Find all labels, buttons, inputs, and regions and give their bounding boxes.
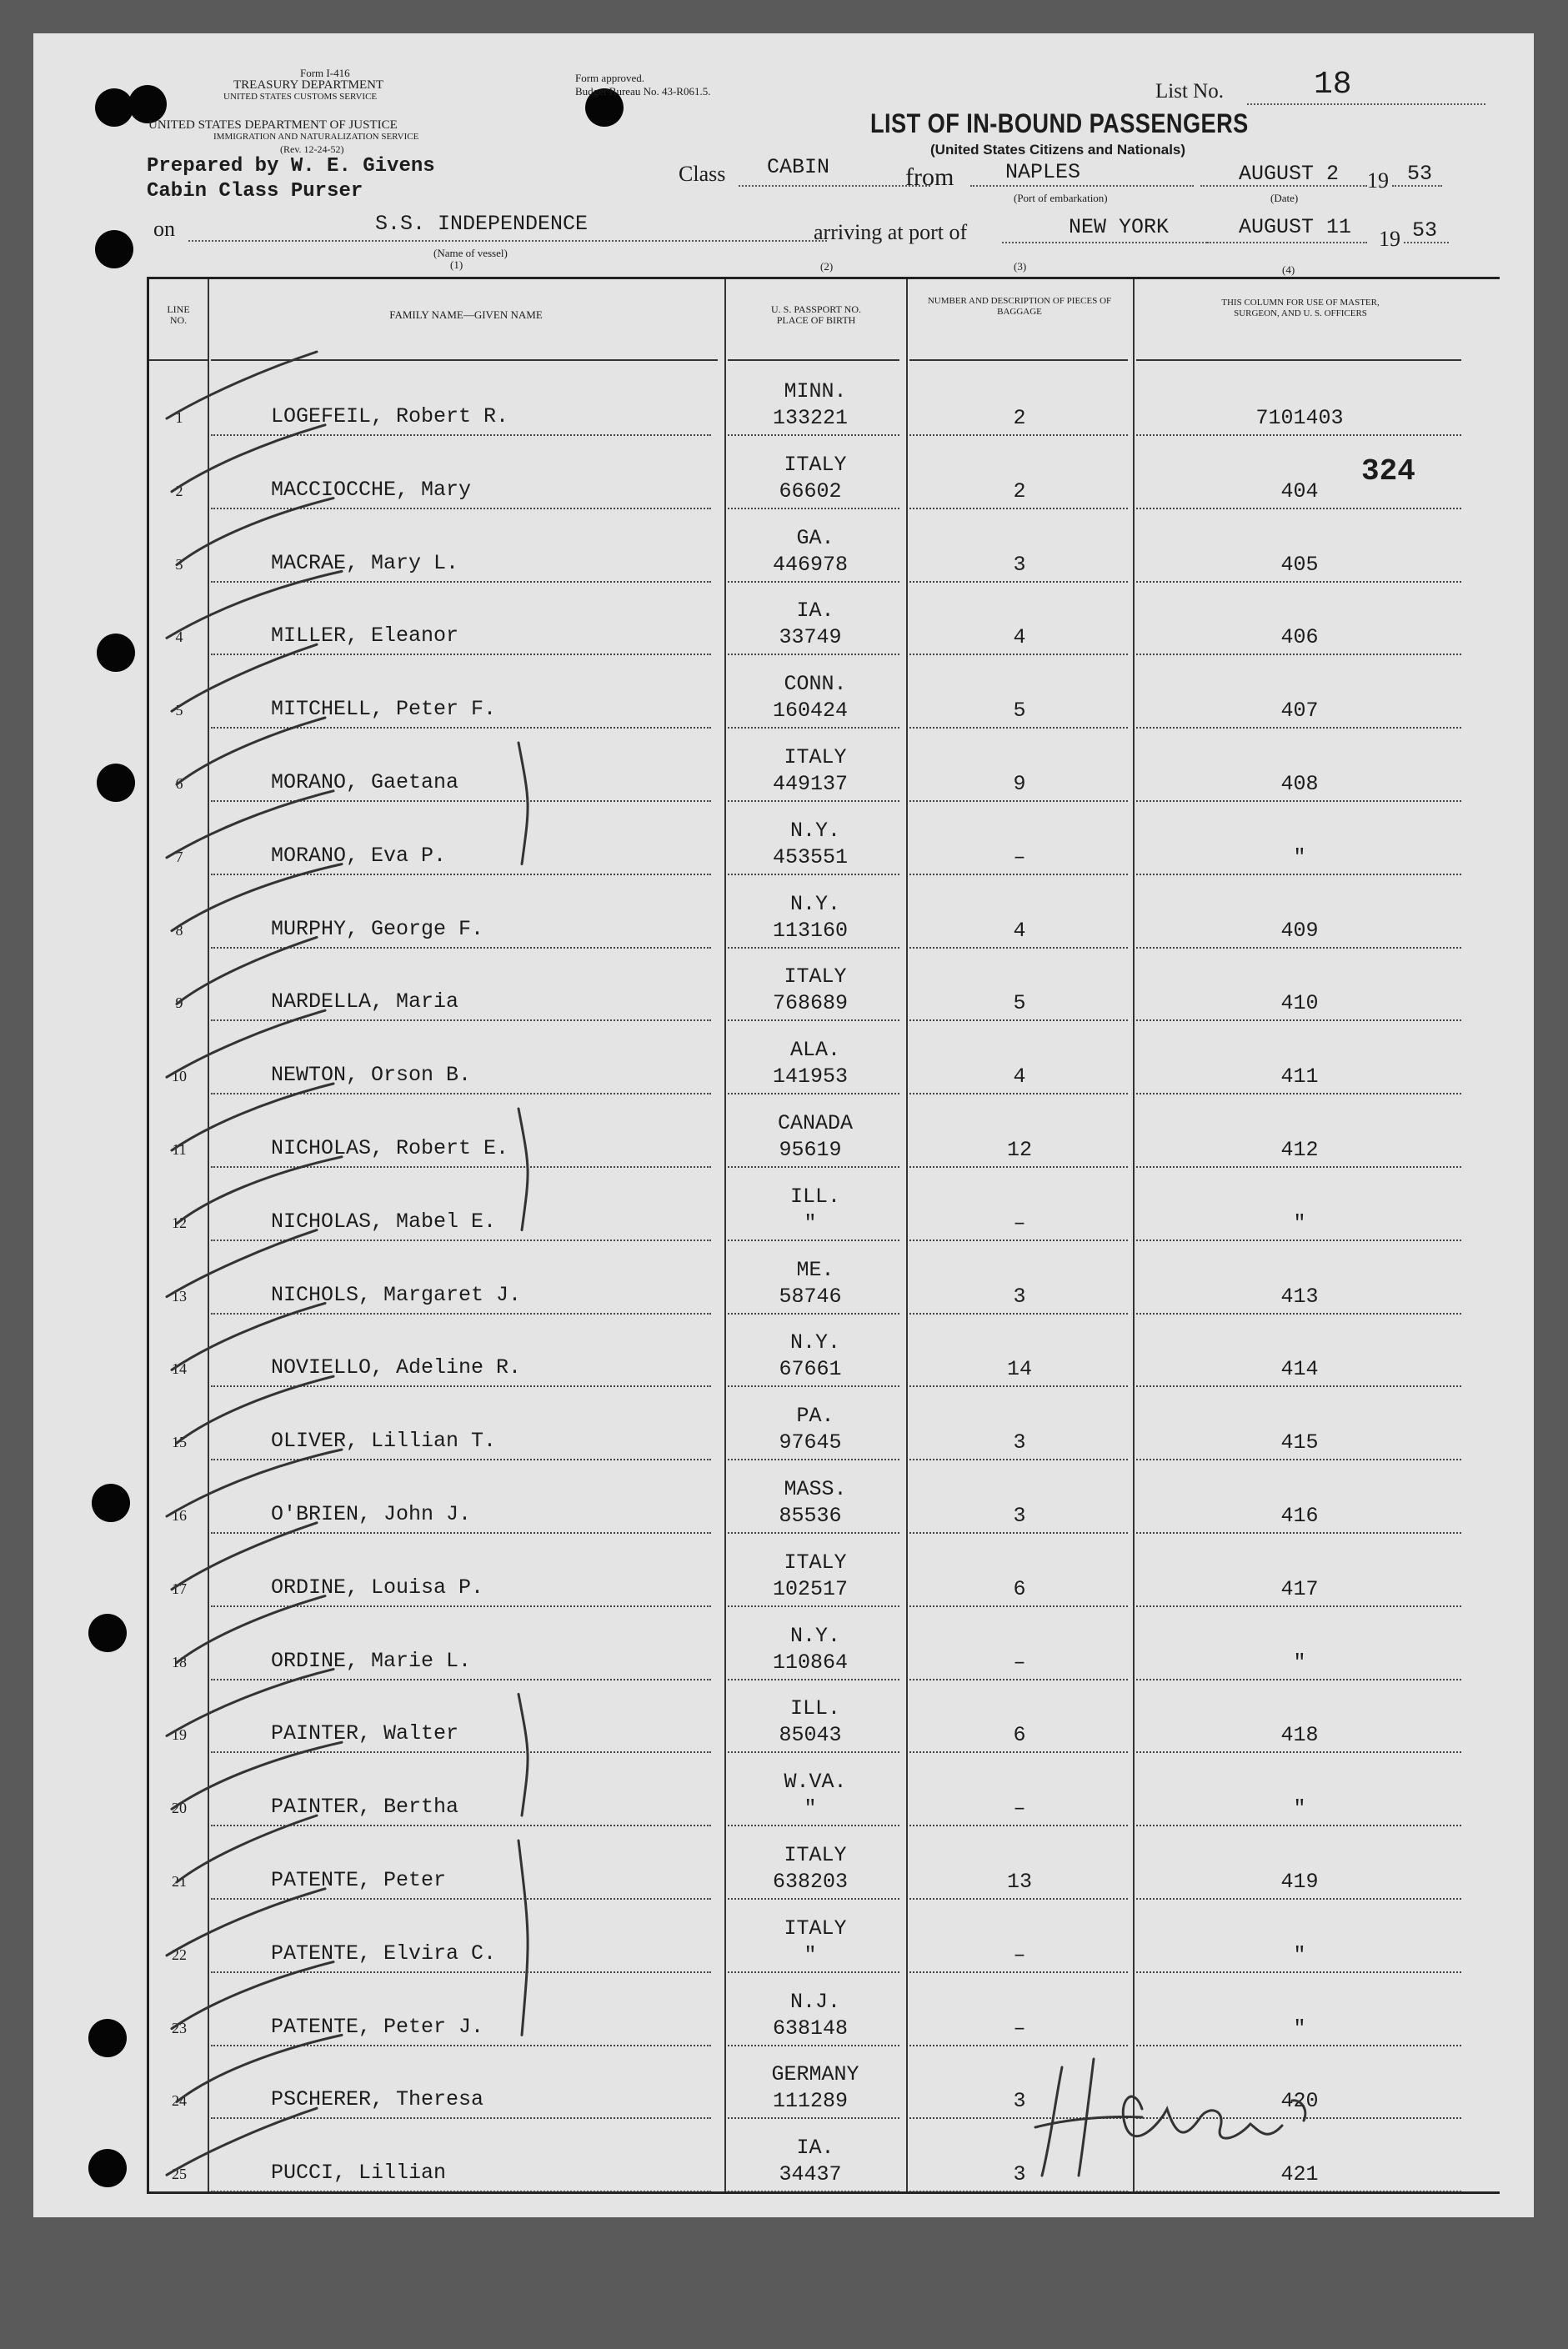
prepared-role: Cabin Class Purser <box>147 180 363 203</box>
list-no-line <box>1247 103 1485 105</box>
place-of-birth: N.Y. <box>789 818 840 843</box>
place-of-birth: GERMANY <box>771 2062 859 2087</box>
officer-note: 324 <box>1361 454 1415 488</box>
place-of-birth: GA. <box>796 525 834 550</box>
baggage-count: 5 <box>1013 991 1026 1016</box>
place-of-birth: ITALY <box>784 745 847 769</box>
table-row <box>149 948 1500 1021</box>
passport-number: 95619 <box>779 1138 842 1162</box>
passport-number: 97645 <box>779 1430 842 1455</box>
column-number-1: (1) <box>450 258 463 271</box>
list-no-label: List No. <box>1155 80 1224 103</box>
baggage-count: 3 <box>1013 2162 1026 2187</box>
passenger-name: O'BRIEN, John J. <box>271 1502 472 1526</box>
table-row <box>149 1900 1500 1973</box>
passenger-name: OLIVER, Lillian T. <box>271 1429 497 1454</box>
passenger-name: PAINTER, Bertha <box>271 1795 459 1820</box>
line-number: 2 <box>175 482 183 499</box>
passenger-name: PSCHERER, Theresa <box>271 2087 484 2112</box>
col-header-name: FAMILY NAME—GIVEN NAME <box>389 308 543 321</box>
place-of-birth: N.Y. <box>789 1623 840 1648</box>
baggage-count: 13 <box>1006 1870 1032 1894</box>
officer-entry: " <box>1293 2016 1306 2041</box>
passport-number: 446978 <box>772 552 848 577</box>
table-row <box>149 1826 1500 1900</box>
officer-entry: 415 <box>1280 1430 1319 1455</box>
baggage-count: – <box>1013 2016 1026 2041</box>
embark-port: NAPLES <box>1005 160 1081 184</box>
officer-entry: 407 <box>1280 699 1319 724</box>
passport-number: 110864 <box>772 1650 848 1675</box>
baggage-count: 3 <box>1013 2089 1026 2114</box>
officer-entry: 410 <box>1280 991 1319 1016</box>
table-row <box>149 436 1500 509</box>
baggage-count: – <box>1013 1650 1026 1675</box>
officer-entry: 416 <box>1280 1504 1319 1528</box>
vessel-caption: (Name of vessel) <box>433 247 508 259</box>
passport-number: 638203 <box>772 1870 848 1894</box>
col-header-baggage: NUMBER AND DESCRIPTION OF PIECES OF BAGGAGE <box>927 296 1112 317</box>
table-row <box>149 1753 1500 1826</box>
row-rule <box>728 2191 899 2192</box>
baggage-count: 2 <box>1013 478 1026 503</box>
table-row <box>149 1021 1500 1094</box>
column-number-4: (4) <box>1282 263 1295 276</box>
officer-entry: 406 <box>1280 625 1319 650</box>
place-of-birth: IA. <box>796 599 834 624</box>
line-number: 9 <box>175 994 183 1012</box>
punch-hole <box>88 2149 127 2187</box>
officer-entry: 414 <box>1280 1357 1319 1382</box>
passport-number: 133221 <box>772 406 848 430</box>
passenger-name: ORDINE, Louisa P. <box>271 1575 484 1600</box>
place-of-birth: N.J. <box>789 1989 840 2014</box>
place-of-birth: PA. <box>796 1404 834 1429</box>
customs-service: UNITED STATES CUSTOMS SERVICE <box>223 92 378 102</box>
officer-entry: 412 <box>1280 1138 1319 1162</box>
baggage-count: – <box>1013 1210 1026 1235</box>
line-number: 23 <box>172 2019 187 2036</box>
baggage-count: 3 <box>1013 552 1026 577</box>
passenger-name: MILLER, Eleanor <box>271 624 459 649</box>
line-number: 12 <box>172 1214 187 1231</box>
place-of-birth: MINN. <box>784 379 847 403</box>
line-number: 19 <box>172 1726 187 1744</box>
from-label: from <box>905 163 954 191</box>
table-row <box>149 875 1500 949</box>
header-rule <box>1136 359 1461 361</box>
arrival-date: AUGUST 11 <box>1239 215 1352 239</box>
baggage-count: 12 <box>1006 1138 1032 1162</box>
class-value: CABIN <box>767 155 830 179</box>
line-number: 25 <box>172 2166 187 2183</box>
passenger-name: PATENTE, Peter <box>271 1868 447 1892</box>
passenger-name: NICHOLAS, Robert E. <box>271 1136 509 1160</box>
punch-hole <box>97 764 135 802</box>
passport-number: 453551 <box>772 844 848 869</box>
table-row <box>149 1680 1500 1753</box>
line-number: 17 <box>172 1580 187 1597</box>
punch-hole <box>92 1484 130 1522</box>
place-of-birth: ALA. <box>789 1038 840 1063</box>
col-header-line-no: LINE NO. <box>167 303 190 326</box>
passenger-name: PAINTER, Walter <box>271 1721 459 1746</box>
revision-date: (Rev. 12-24-52) <box>280 143 344 155</box>
column-number-3: (3) <box>1014 260 1027 273</box>
on-label: on <box>153 217 175 241</box>
passport-number: 449137 <box>772 772 848 796</box>
table-row <box>149 802 1500 875</box>
line-number: 15 <box>172 1434 187 1451</box>
passport-number: 58746 <box>779 1284 842 1309</box>
passenger-name: NOVIELLO, Adeline R. <box>271 1355 522 1380</box>
table-row <box>149 1314 1500 1387</box>
passenger-name: NEWTON, Orson B. <box>271 1063 472 1088</box>
header-rule <box>149 359 208 361</box>
passport-number: 141953 <box>772 1064 848 1089</box>
officer-entry: 420 <box>1280 2089 1319 2114</box>
line-number: 16 <box>172 1507 187 1524</box>
place-of-birth: CANADA <box>777 1111 853 1135</box>
line-number: 10 <box>172 1068 187 1085</box>
passport-number: " <box>804 1210 817 1235</box>
table-row <box>149 1094 1500 1168</box>
form-approved: Form approved. <box>575 72 645 84</box>
arrival-port-line <box>1002 242 1207 243</box>
officer-entry: 417 <box>1280 1576 1319 1601</box>
line-number: 8 <box>175 921 183 939</box>
arrival-date-line <box>1207 242 1367 243</box>
table-row <box>149 1387 1500 1460</box>
table-row <box>149 363 1500 436</box>
class-line <box>739 185 930 187</box>
row-rule <box>909 2191 1128 2192</box>
passport-number: 113160 <box>772 918 848 943</box>
list-no-value: 18 <box>1314 67 1352 103</box>
officer-entry: 421 <box>1280 2162 1319 2187</box>
column-number-2: (2) <box>820 260 834 273</box>
passenger-name: MACCIOCCHE, Mary <box>271 477 472 502</box>
baggage-count: 4 <box>1013 625 1026 650</box>
passport-number: 85536 <box>779 1504 842 1528</box>
line-number: 11 <box>172 1141 187 1158</box>
officer-entry: " <box>1293 1942 1306 1967</box>
treasury-department: TREASURY DEPARTMENT <box>233 78 384 92</box>
arrival-year: 53 <box>1412 218 1438 243</box>
passenger-manifest-page <box>33 33 1534 2217</box>
depart-year-prefix: 19 <box>1367 168 1389 193</box>
place-of-birth: N.Y. <box>789 1330 840 1355</box>
place-of-birth: MASS. <box>784 1477 847 1501</box>
officer-entry: 7101403 <box>1255 406 1344 430</box>
table-row <box>149 1973 1500 2046</box>
table-row <box>149 1168 1500 1241</box>
table-row <box>149 2119 1500 2192</box>
officer-entry: 408 <box>1280 772 1319 796</box>
header-rule <box>211 359 718 361</box>
line-number: 1 <box>175 409 183 426</box>
form-number: Form I-416 <box>300 67 350 79</box>
arriving-label: arriving at port of <box>814 220 968 244</box>
baggage-count: – <box>1013 1796 1026 1821</box>
table-row <box>149 2046 1500 2119</box>
baggage-count: 2 <box>1013 406 1026 430</box>
passenger-name: NICHOLAS, Mabel E. <box>271 1209 497 1234</box>
table-row <box>149 729 1500 802</box>
baggage-count: – <box>1013 1942 1026 1967</box>
embark-line <box>970 185 1194 187</box>
line-number: 6 <box>175 775 183 792</box>
officer-entry: " <box>1293 1210 1306 1235</box>
col-header-passport: U. S. PASSPORT NO. PLACE OF BIRTH <box>771 303 861 326</box>
place-of-birth: ILL. <box>789 1696 840 1721</box>
baggage-count: 6 <box>1013 1576 1026 1601</box>
passport-number: " <box>804 1942 817 1967</box>
line-number: 4 <box>175 629 183 646</box>
vessel-line <box>188 240 827 242</box>
passport-number: 85043 <box>779 1723 842 1748</box>
header-rule <box>909 359 1128 361</box>
passport-number: 67661 <box>779 1357 842 1382</box>
passport-number: 111289 <box>772 2089 848 2114</box>
baggage-count: 4 <box>1013 918 1026 943</box>
passenger-name: ORDINE, Marie L. <box>271 1648 472 1673</box>
line-number: 24 <box>172 2092 187 2110</box>
line-number: 18 <box>172 1653 187 1670</box>
baggage-count: 4 <box>1013 1064 1026 1089</box>
place-of-birth: CONN. <box>784 672 847 697</box>
officer-entry: 413 <box>1280 1284 1319 1309</box>
place-of-birth: ITALY <box>784 1843 847 1867</box>
page-subtitle: (United States Citizens and Nationals) <box>930 142 1186 158</box>
col-header-officers: THIS COLUMN FOR USE OF MASTER, SURGEON, AND U. S. OFFICERS <box>1221 298 1380 318</box>
officer-entry: " <box>1293 1796 1306 1821</box>
embark-caption: (Port of embarkation) <box>1014 192 1108 204</box>
passenger-name: MACRAE, Mary L. <box>271 550 459 575</box>
officer-entry: " <box>1293 1650 1306 1675</box>
department-of-justice: UNITED STATES DEPARTMENT OF JUSTICE <box>148 118 398 132</box>
place-of-birth: ME. <box>796 1257 834 1282</box>
class-label: Class <box>679 162 726 186</box>
passport-number: 638148 <box>772 2016 848 2041</box>
page-title: LIST OF IN-BOUND PASSENGERS <box>870 108 1249 138</box>
line-number: 21 <box>172 1873 187 1890</box>
line-number: 13 <box>172 1287 187 1305</box>
place-of-birth: ITALY <box>784 1550 847 1575</box>
punch-hole <box>88 2019 127 2057</box>
table-row <box>149 582 1500 655</box>
place-of-birth: W.VA. <box>784 1770 847 1795</box>
table-row <box>149 1607 1500 1680</box>
passenger-name: NICHOLS, Margaret J. <box>271 1282 522 1307</box>
table-row <box>149 1241 1500 1315</box>
baggage-count: 3 <box>1013 1284 1026 1309</box>
arrival-port: NEW YORK <box>1069 215 1170 239</box>
passport-number: 33749 <box>779 625 842 650</box>
line-number: 5 <box>175 702 183 719</box>
baggage-count: 6 <box>1013 1723 1026 1748</box>
table-row <box>149 1460 1500 1534</box>
line-number: 20 <box>172 1800 187 1817</box>
punch-hole <box>88 1614 127 1652</box>
officer-entry: 409 <box>1280 918 1319 943</box>
officer-entry: 419 <box>1280 1870 1319 1894</box>
punch-hole <box>95 230 133 268</box>
depart-year: 53 <box>1407 162 1433 186</box>
baggage-count: 3 <box>1013 1430 1026 1455</box>
baggage-count: – <box>1013 844 1026 869</box>
row-rule <box>1136 2191 1461 2192</box>
place-of-birth: IA. <box>796 2136 834 2161</box>
passenger-name: MURPHY, George F. <box>271 916 484 941</box>
passenger-name: LOGEFEIL, Robert R. <box>271 404 509 428</box>
baggage-count: 9 <box>1013 772 1026 796</box>
place-of-birth: ITALY <box>784 1916 847 1941</box>
baggage-count: 14 <box>1006 1357 1032 1382</box>
baggage-count: 5 <box>1013 699 1026 724</box>
header-rule <box>728 359 899 361</box>
date-caption: (Date) <box>1270 192 1299 204</box>
table-row <box>149 1534 1500 1607</box>
arrival-year-prefix: 19 <box>1379 227 1400 251</box>
passenger-name: NARDELLA, Maria <box>271 989 459 1014</box>
line-number: 7 <box>175 848 183 865</box>
line-number: 22 <box>172 1946 187 1963</box>
vessel-name: S.S. INDEPENDENCE <box>375 212 589 236</box>
passport-number: " <box>804 1796 817 1821</box>
passenger-name: MORANO, Gaetana <box>271 770 459 794</box>
place-of-birth: ITALY <box>784 452 847 477</box>
passport-number: 66602 <box>779 478 842 503</box>
place-of-birth: N.Y. <box>789 891 840 916</box>
place-of-birth: ILL. <box>789 1184 840 1209</box>
table-row <box>149 655 1500 729</box>
passport-number: 160424 <box>772 699 848 724</box>
officer-entry: " <box>1293 844 1306 869</box>
passenger-name: PATENTE, Peter J. <box>271 2014 484 2039</box>
passport-number: 34437 <box>779 2162 842 2187</box>
baggage-count: 3 <box>1013 1504 1026 1528</box>
punch-hole <box>95 88 133 127</box>
line-number: 3 <box>175 555 183 573</box>
officer-entry: 404 <box>1280 478 1319 503</box>
passenger-name: MORANO, Eva P. <box>271 843 447 868</box>
depart-date: AUGUST 2 <box>1239 162 1340 186</box>
row-rule <box>211 2191 711 2192</box>
passenger-name: MITCHELL, Peter F. <box>271 697 497 722</box>
budget-bureau: Budget Bureau No. 43-R061.5. <box>575 85 711 98</box>
passenger-name: PATENTE, Elvira C. <box>271 1941 497 1966</box>
officer-entry: 411 <box>1280 1064 1319 1089</box>
passenger-table <box>147 277 1500 2194</box>
punch-hole <box>97 634 135 672</box>
officer-entry: 418 <box>1280 1723 1319 1748</box>
immigration-service: IMMIGRATION AND NATURALIZATION SERVICE <box>213 132 419 142</box>
table-row <box>149 509 1500 583</box>
place-of-birth: ITALY <box>784 964 847 989</box>
passport-number: 102517 <box>772 1576 848 1601</box>
passenger-name: PUCCI, Lillian <box>271 2161 447 2186</box>
officer-entry: 405 <box>1280 552 1319 577</box>
line-number: 14 <box>172 1360 187 1378</box>
prepared-by: Prepared by W. E. Givens <box>147 155 435 178</box>
passport-number: 768689 <box>772 991 848 1016</box>
